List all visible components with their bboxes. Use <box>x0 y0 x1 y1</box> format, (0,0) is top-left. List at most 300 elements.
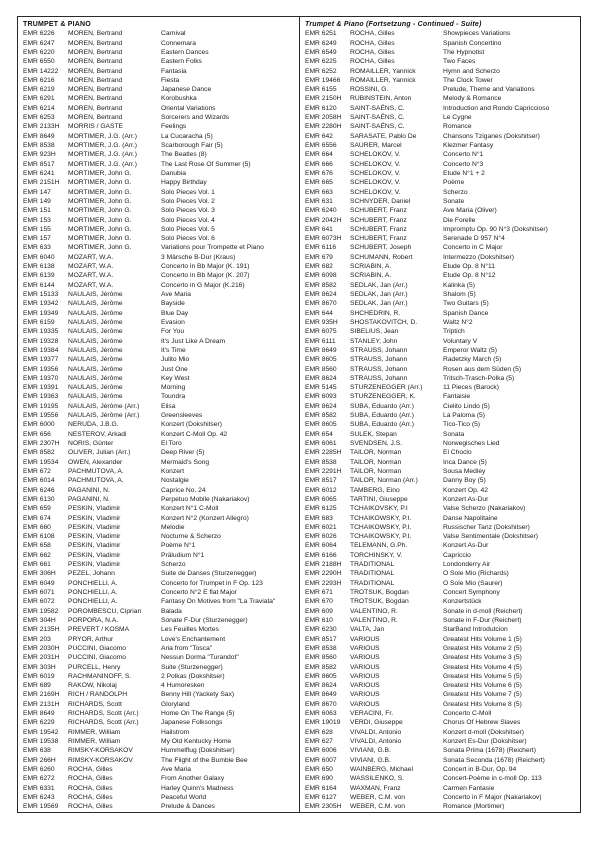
emr-number: EMR 8624 <box>305 291 337 299</box>
title: Konzert As-Dur <box>443 542 489 550</box>
table-row <box>23 551 297 560</box>
composer: MOREN, Bertrand <box>68 86 123 94</box>
table-row <box>305 299 578 308</box>
composer: PESKIN, Vladimir <box>68 533 121 541</box>
title: Morning <box>161 384 186 392</box>
composer: SCHUBERT, Franz <box>350 225 407 233</box>
composer: ROMAILLER, Yannick <box>350 67 416 75</box>
composer: MORTIMER, J.G. (Arr.) <box>68 160 137 168</box>
table-row <box>305 458 578 467</box>
title: Etude Op. 8 N°11 <box>443 263 495 271</box>
table-row <box>23 709 297 718</box>
emr-number: EMR 8624 <box>305 374 337 382</box>
title: For You <box>161 328 185 336</box>
title: Concert Symphony <box>443 589 500 597</box>
table-row <box>305 234 578 243</box>
title: Chorus Of Hebrew Slaves <box>443 719 521 727</box>
composer: PESKIN, Vladimir <box>68 523 121 531</box>
composer: TCHAIKOVSKY, P.I <box>350 505 408 513</box>
emr-number: EMR 641 <box>305 225 333 233</box>
title: Korobushka <box>161 95 197 103</box>
table-row <box>23 625 297 634</box>
emr-number: EMR 19542 <box>23 728 59 736</box>
emr-number: EMR 19582 <box>23 607 59 615</box>
table-row <box>305 532 578 541</box>
table-row <box>23 104 297 113</box>
composer: NAULAIS, Jérôme <box>68 318 123 326</box>
composer: SAINT-SAËNS, C. <box>350 123 405 131</box>
composer: SCHUBERT, Franz <box>350 235 407 243</box>
composer: NAULAIS, Jérôme <box>68 365 123 373</box>
composer: MOREN, Bertrand <box>68 76 123 84</box>
emr-number: EMR 6120 <box>305 104 337 112</box>
emr-number: EMR 19019 <box>305 719 341 727</box>
composer: PESKIN, Vladimir <box>68 551 121 559</box>
composer: TROTSUK, Bogdan <box>350 598 409 606</box>
composer: MORTIMER, J.G. (Arr.) <box>68 151 137 159</box>
title: Feelings <box>161 123 187 131</box>
table-row <box>23 690 297 699</box>
composer: NAULAIS, Jérôme <box>68 384 123 392</box>
title: Concerto in Bb Major (K. 191) <box>161 263 250 271</box>
composer: NAULAIS, Jérôme (Arr.) <box>68 412 140 420</box>
table-row <box>23 365 297 374</box>
title: Melodie <box>161 523 185 531</box>
emr-number: EMR 2042H <box>305 216 342 224</box>
emr-number: EMR 6220 <box>23 48 55 56</box>
emr-number: EMR 8517 <box>305 477 337 485</box>
table-row <box>305 588 578 597</box>
composer: MORTIMER, John G. <box>68 179 132 187</box>
title: Variations pour Trompette et Piano <box>161 244 264 252</box>
title: Carnival <box>161 30 186 38</box>
composer: ROCHA, Gilles <box>68 793 113 801</box>
composer: NESTEROV, Arkadi <box>68 430 127 438</box>
title: Le Cygne <box>443 114 472 122</box>
composer: NAULAIS, Jérôme (Arr.) <box>68 402 140 410</box>
table-row <box>305 430 578 439</box>
composer: SCHNYDER, Daniel <box>350 197 411 205</box>
emr-number: EMR 8538 <box>305 458 337 466</box>
table-row <box>305 206 578 215</box>
emr-number: EMR 6164 <box>305 784 337 792</box>
title: Danubia <box>161 169 186 177</box>
table-row <box>23 243 297 252</box>
title: The Flight of the Bumble Bee <box>161 756 248 764</box>
table-row <box>305 271 578 280</box>
table-row <box>23 700 297 709</box>
table-row <box>305 672 578 681</box>
table-row <box>23 281 297 290</box>
composer: VIVIANI, G.B. <box>350 756 391 764</box>
composer: NORIS, Günter <box>68 440 114 448</box>
emr-number: EMR 6071 <box>23 589 55 597</box>
table-row <box>23 420 297 429</box>
table-row <box>23 113 297 122</box>
title: Balada <box>161 607 182 615</box>
table-row <box>23 216 297 225</box>
emr-number: EMR 15133 <box>23 291 59 299</box>
emr-number: EMR 8517 <box>23 160 55 168</box>
table-row <box>305 346 578 355</box>
emr-number: EMR 654 <box>305 430 333 438</box>
title: Konzert (Dokshitser) <box>161 421 222 429</box>
table-row <box>23 560 297 569</box>
title: Danse Napolitaine <box>443 514 498 522</box>
emr-number: EMR 6108 <box>23 533 55 541</box>
composer: MORTIMER, John G. <box>68 225 132 233</box>
title: Radetzky March (5) <box>443 356 502 364</box>
table-row <box>305 690 578 699</box>
title: Blue Day <box>161 309 189 317</box>
title: Greatest Hits Volume 2 (5) <box>443 644 522 652</box>
composer: SHOSTAKOVITCH, D. <box>350 318 418 326</box>
title: Elisa <box>161 402 176 410</box>
emr-number: EMR 19569 <box>23 803 59 811</box>
emr-number: EMR 683 <box>305 514 333 522</box>
composer: NAULAIS, Jérôme <box>68 291 123 299</box>
composer: TRADITIONAL <box>350 561 395 569</box>
title: Konzertstück <box>443 598 482 606</box>
table-row <box>23 188 297 197</box>
composer: PURCELL, Henry <box>68 663 121 671</box>
table-row <box>305 607 578 616</box>
table-row <box>305 784 578 793</box>
title: Fiesta <box>161 76 180 84</box>
table-row <box>305 76 578 85</box>
title: Nocturne & Scherzo <box>161 533 221 541</box>
composer: PUCCINI, Giacomo <box>68 644 126 652</box>
composer: ROCHA, Gilles <box>350 48 395 56</box>
table-row <box>305 281 578 290</box>
table-row <box>305 132 578 141</box>
title: Mermaid's Song <box>161 458 210 466</box>
table-row <box>23 355 297 364</box>
title: Suite de Danses (Sturzenegger) <box>161 570 257 578</box>
table-row <box>23 85 297 94</box>
composer: MOZART, W.A. <box>68 253 114 261</box>
table-row <box>305 486 578 495</box>
table-row <box>23 672 297 681</box>
composer: MOREN, Bertrand <box>68 39 123 47</box>
table-row <box>305 309 578 318</box>
title: StarBand Introdutcion <box>443 626 508 634</box>
composer: RIMSKY-KORSAKOV <box>68 756 133 764</box>
emr-number: EMR 650 <box>305 765 333 773</box>
title: Caprice No. 24 <box>161 486 206 494</box>
title: Tico-Tico (5) <box>443 421 481 429</box>
title: Ave Maria (Oliver) <box>443 207 497 215</box>
table-row <box>305 616 578 625</box>
title: Key West <box>161 374 190 382</box>
emr-number: EMR 674 <box>23 514 51 522</box>
composer: MOREN, Bertrand <box>68 67 123 75</box>
emr-number: EMR 306H <box>23 570 56 578</box>
composer: SUBA, Eduardo (Arr.) <box>350 412 414 420</box>
composer: NAULAIS, Jérôme <box>68 328 123 336</box>
composer: TCHAIKOWSKY, P.I. <box>350 514 412 522</box>
composer: STURZENEGGER, K. <box>350 393 416 401</box>
table-row <box>23 411 297 420</box>
composer: ROCHA, Gilles <box>68 803 113 811</box>
emr-number: EMR 2307H <box>23 440 60 448</box>
title: 2 Polkas (Dokshitser) <box>161 672 225 680</box>
table-row <box>23 225 297 234</box>
table-row <box>23 644 297 653</box>
title: Greatest Hits Volume 8 (5) <box>443 700 522 708</box>
emr-number: EMR 6159 <box>23 318 55 326</box>
composer: ROCHA, Gilles <box>68 784 113 792</box>
composer: TELEMANN, G.Ph. <box>350 542 408 550</box>
emr-number: EMR 8649 <box>305 346 337 354</box>
left-column <box>18 17 299 812</box>
emr-number: EMR 19349 <box>23 309 59 317</box>
emr-number: EMR 8605 <box>305 672 337 680</box>
title: Concerto N°1 <box>443 151 484 159</box>
title: Konzert N°1 C-Moll <box>161 505 219 513</box>
composer: SUBA, Eduardo (Arr.) <box>350 402 414 410</box>
emr-number: EMR 6144 <box>23 281 55 289</box>
emr-number: EMR 2135H <box>23 626 60 634</box>
table-row <box>305 793 578 802</box>
title: Etude N°1 + 2 <box>443 169 485 177</box>
title: The Hypnotist <box>443 48 485 56</box>
title: Greatest Hits Volume 5 (5) <box>443 672 522 680</box>
composer: PAGANINI, N. <box>68 486 110 494</box>
composer: SCHELOKOV, V. <box>350 169 401 177</box>
title: Concerto N°3 <box>443 160 484 168</box>
table-row <box>305 253 578 262</box>
table-row <box>305 625 578 634</box>
emr-number: EMR 689 <box>23 682 51 690</box>
title: Bayside <box>161 300 185 308</box>
title: Greatest Hits Volume 1 (5) <box>443 635 522 643</box>
table-row <box>23 169 297 178</box>
emr-number: EMR 8649 <box>305 691 337 699</box>
composer: PESKIN, Vladimir <box>68 561 121 569</box>
emr-number: EMR 6098 <box>305 272 337 280</box>
emr-number: EMR 6021 <box>305 523 337 531</box>
title: Konzert Es-Dur (Dokshitser) <box>443 738 527 746</box>
title: Oriental Variations <box>161 104 216 112</box>
composer: SCHELOKOV, V. <box>350 160 401 168</box>
table-row <box>23 262 297 271</box>
table-row <box>23 541 297 550</box>
composer: WEBER, C.M. von <box>350 793 405 801</box>
composer: RIMMER, William <box>68 738 121 746</box>
table-row <box>305 169 578 178</box>
table-row <box>23 784 297 793</box>
composer: MOREN, Bertrand <box>68 104 123 112</box>
emr-number: EMR 147 <box>23 188 51 196</box>
composer: STRAUSS, Johann <box>350 346 408 354</box>
emr-number: EMR 627 <box>305 738 333 746</box>
emr-number: EMR 6026 <box>305 533 337 541</box>
emr-number: EMR 2305H <box>305 803 342 811</box>
emr-number: EMR 2280H <box>305 123 342 131</box>
table-row <box>23 374 297 383</box>
composer: SAURER, Marcel <box>350 142 402 150</box>
emr-number: EMR 2131H <box>23 700 60 708</box>
emr-number: EMR 6006 <box>305 747 337 755</box>
title: It's Time <box>161 346 186 354</box>
emr-number: EMR 19195 <box>23 402 59 410</box>
table-row <box>305 318 578 327</box>
emr-number: EMR 663 <box>305 188 333 196</box>
title: Greensleeves <box>161 412 203 420</box>
title: My Old Kentucky Home <box>161 738 232 746</box>
table-row <box>23 588 297 597</box>
composer: MORTIMER, John G. <box>68 207 132 215</box>
emr-number: EMR 666 <box>305 160 333 168</box>
emr-number: EMR 2058H <box>305 114 342 122</box>
composer: SCHUBERT, Franz <box>350 207 407 215</box>
composer: MOREN, Bertrand <box>68 58 123 66</box>
emr-number: EMR 19370 <box>23 374 59 382</box>
emr-number: EMR 266H <box>23 756 56 764</box>
table-row <box>305 644 578 653</box>
emr-number: EMR 6246 <box>23 486 55 494</box>
table-row <box>23 774 297 783</box>
composer: TRADITIONAL <box>350 570 395 578</box>
table-row <box>23 756 297 765</box>
title: Eastern Folks <box>161 58 202 66</box>
emr-number: EMR 6241 <box>23 169 55 177</box>
composer: SCRIABIN, A. <box>350 263 392 271</box>
emr-number: EMR 665 <box>305 179 333 187</box>
table-row <box>23 746 297 755</box>
table-row <box>305 467 578 476</box>
title: Connemara <box>161 39 196 47</box>
title: Aria from "Tosca" <box>161 644 213 652</box>
emr-number: EMR 19556 <box>23 412 59 420</box>
composer: VARIOUS <box>350 654 380 662</box>
table-row <box>305 365 578 374</box>
table-row <box>23 495 297 504</box>
title: La Cucaracha (5) <box>161 132 213 140</box>
title: Intermezzo (Dokshitser) <box>443 253 514 261</box>
composer: NAULAIS, Jérôme <box>68 346 123 354</box>
title: Norwegisches Lied <box>443 440 500 448</box>
table-row <box>305 122 578 131</box>
table-row <box>23 318 297 327</box>
table-row <box>305 653 578 662</box>
emr-number: EMR 2293H <box>305 579 342 587</box>
emr-number: EMR 656 <box>23 430 51 438</box>
table-row <box>23 206 297 215</box>
composer: RICHARDS, Scott (Arr.) <box>68 719 139 727</box>
emr-number: EMR 19466 <box>305 76 341 84</box>
title: Deep River (5) <box>161 449 205 457</box>
title: Love's Enchantement <box>161 635 226 643</box>
composer: SARASATE, Pablo De <box>350 132 417 140</box>
title: Chansons Tziganes (Dokshitser) <box>443 132 540 140</box>
title: Two Faces <box>443 58 476 66</box>
composer: ROMAILLER, Yannick <box>350 76 416 84</box>
emr-number: EMR 679 <box>305 253 333 261</box>
emr-number: EMR 2133H <box>23 123 60 131</box>
table-row <box>305 243 578 252</box>
title: Solo Pieces Vol. 5 <box>161 225 215 233</box>
title: La Paloma (5) <box>443 412 486 420</box>
composer: MORRIS / GASTE <box>68 123 123 131</box>
table-row <box>23 616 297 625</box>
emr-number: EMR 631 <box>305 197 333 205</box>
title: Prelude, Theme and Variations <box>443 86 535 94</box>
composer: PESKIN, Vladimir <box>68 542 121 550</box>
emr-number: EMR 6331 <box>23 784 55 792</box>
title: From Another Galaxy <box>161 775 225 783</box>
emr-number: EMR 6138 <box>23 263 55 271</box>
composer: SUBA, Eduardo (Arr.) <box>350 421 414 429</box>
composer: MOREN, Bertrand <box>68 30 123 38</box>
emr-number: EMR 8649 <box>23 710 55 718</box>
emr-number: EMR 6260 <box>23 765 55 773</box>
title: Hummelflug (Dokshitser) <box>161 747 235 755</box>
emr-number: EMR 2290H <box>305 570 342 578</box>
title: Konzert N°2 (Konzert Allegro) <box>161 514 249 522</box>
composer: SAINT-SAËNS, C. <box>350 104 405 112</box>
emr-number: EMR 19538 <box>23 738 59 746</box>
emr-number: EMR 8582 <box>23 449 55 457</box>
table-row <box>23 132 297 141</box>
emr-number: EMR 6230 <box>305 626 337 634</box>
emr-number: EMR 2291H <box>305 467 342 475</box>
title: The Beatles (8) <box>161 151 207 159</box>
emr-number: EMR 8605 <box>305 356 337 364</box>
table-row <box>23 476 297 485</box>
composer: ROCHA, Gilles <box>350 58 395 66</box>
table-row <box>305 635 578 644</box>
right-column-rows <box>305 29 578 811</box>
title: Les Feuilles Mortes <box>161 626 219 634</box>
title: Scarborough Fair (5) <box>161 142 223 150</box>
table-row <box>305 737 578 746</box>
title: Konzert As-Dur <box>443 495 489 503</box>
table-row <box>305 197 578 206</box>
emr-number: EMR 6063 <box>305 710 337 718</box>
composer: OWEN, Alexander <box>68 458 123 466</box>
composer: SEDLAK, Jan (Arr.) <box>350 291 408 299</box>
table-row <box>23 802 297 811</box>
emr-number: EMR 155 <box>23 225 51 233</box>
table-row <box>305 104 578 113</box>
composer: VIVALDI, Antonio <box>350 738 402 746</box>
table-row <box>305 476 578 485</box>
emr-number: EMR 6064 <box>305 542 337 550</box>
emr-number: EMR 670 <box>305 598 333 606</box>
emr-number: EMR 672 <box>23 467 51 475</box>
emr-number: EMR 6240 <box>305 207 337 215</box>
emr-number: EMR 6073H <box>305 235 342 243</box>
title: Sonata <box>443 430 465 438</box>
emr-number: EMR 2031H <box>23 654 60 662</box>
emr-number: EMR 8582 <box>305 412 337 420</box>
composer: MORTIMER, John G. <box>68 169 132 177</box>
table-row <box>23 718 297 727</box>
composer: SCHUBERT, Joseph <box>350 244 412 252</box>
title: Harley Quinn's Madness <box>161 784 234 792</box>
emr-number: EMR 2151H <box>23 179 60 187</box>
composer: RACHMANINOFF, S. <box>68 672 132 680</box>
emr-number: EMR 6155 <box>305 86 337 94</box>
title: Konzert Op. 42 <box>443 486 488 494</box>
table-row <box>23 663 297 672</box>
title: Benny Hill (Yackety Sax) <box>161 691 235 699</box>
title: Valse Sentimentale (Dokshitser) <box>443 533 539 541</box>
composer: MOZART, W.A. <box>68 263 114 271</box>
table-row <box>305 216 578 225</box>
